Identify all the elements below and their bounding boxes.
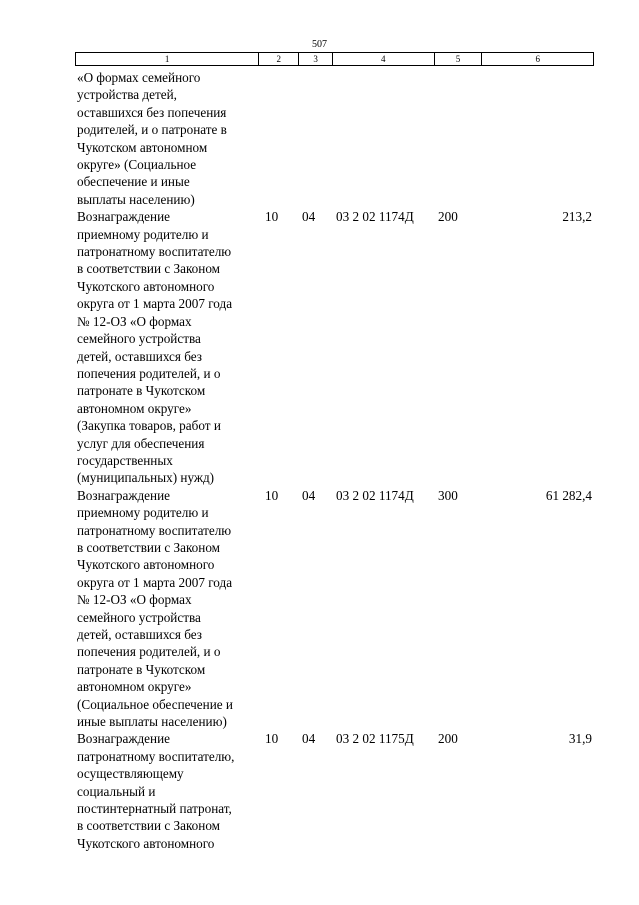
row-target-cell [333, 69, 435, 208]
column-header-3: 3 [299, 53, 333, 65]
column-header-6: 6 [535, 54, 540, 64]
row-section-cell: 10 [265, 731, 279, 747]
row-amount-cell: 213,2 [562, 209, 592, 225]
row-type-cell: 200 [438, 731, 458, 747]
row-type-cell [435, 69, 483, 208]
row-section-cell: 10 [265, 487, 279, 503]
row-name-cell: Вознаграждение приемному родителю и патронатному воспитателю в соответствии с Законом Чукотского автономного округа от 1 марта 2007 года № 12-ОЗ «О формах семейного устройства детей, оставшихся без попечения родителей, и о патронате в Чукотском автономном округе» (Социальное обеспечение и иные выплаты населению) [77, 487, 233, 730]
row-amount-cell: 61 282,4 [545, 487, 592, 503]
row-section-cell: 10 [265, 209, 279, 225]
row-type-cell: 200 [438, 209, 458, 225]
table-row [75, 208, 594, 487]
row-name-cell: Вознаграждение приемному родителю и патронатному воспитателю в соответствии с Законом Чукотского автономного округа от 1 марта 2007 года № 12-ОЗ «О формах семейного устройства детей, оставшихся без попечения родителей, и о патронате в Чукотском автономном округе» (Закупка товаров, работ и услуг для обеспечения государственных (муниципальных) нужд) [77, 209, 233, 486]
row-subsection-cell: 04 [302, 487, 316, 503]
row-amount-cell [483, 69, 594, 208]
table-row [75, 69, 594, 208]
row-name-cell: «О формах семейного устройства детей, оставшихся без попечения родителей, и о патронате в Чукотском автономном округе» (Социальное обеспечение и иные выплаты населению) [77, 70, 227, 207]
row-name-cell: Вознаграждение патронатному воспитателю, осуществляющему социальный и постинтернатный патронат, в соответствии с Законом Чукотского автономного [77, 731, 235, 851]
page-number: 507 [312, 39, 327, 50]
column-header-5: 5 [435, 53, 483, 65]
table-header-row [75, 52, 594, 66]
column-header-1: 1 [76, 53, 259, 65]
row-target-cell: 03 2 02 1175Д [336, 731, 414, 747]
table-body [75, 69, 594, 852]
column-header-2: 2 [259, 53, 299, 65]
row-subsection-cell [299, 69, 333, 208]
row-target-cell: 03 2 02 1174Д [336, 487, 414, 503]
row-subsection-cell: 04 [302, 731, 316, 747]
column-header-4: 4 [333, 53, 435, 65]
row-type-cell: 300 [438, 487, 458, 503]
table-row [75, 730, 594, 852]
row-subsection-cell: 04 [302, 209, 316, 225]
row-section-cell [259, 69, 299, 208]
row-amount-cell: 31,9 [568, 731, 592, 747]
row-target-cell: 03 2 02 1174Д [336, 209, 414, 225]
table-row [75, 487, 594, 731]
